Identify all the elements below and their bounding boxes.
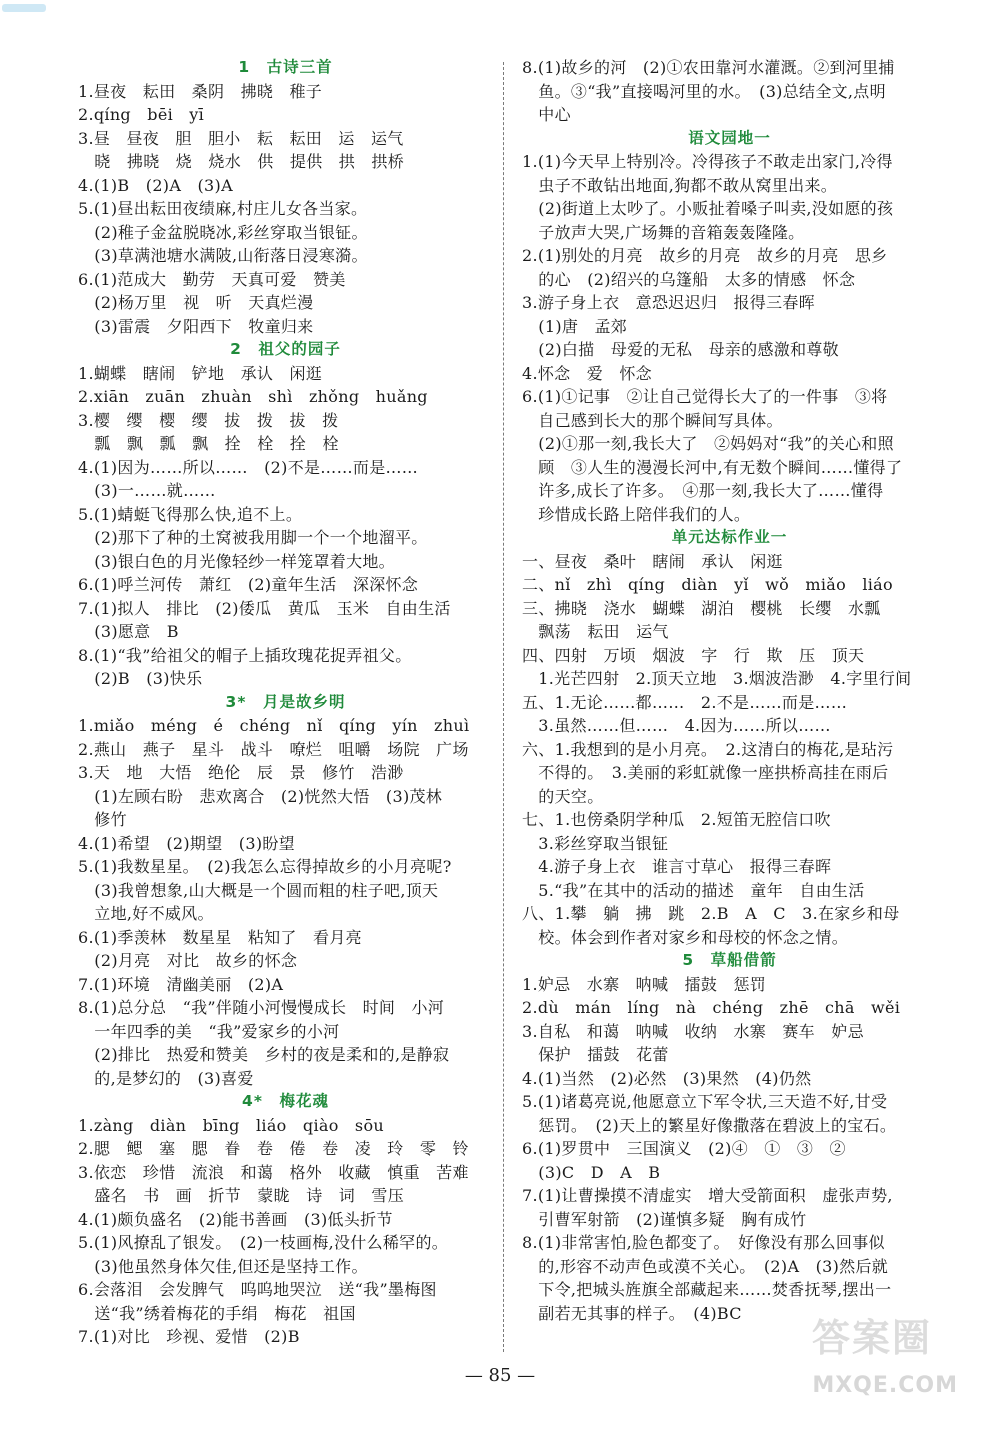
section-heading: 2 祖父的园子 — [230, 340, 341, 358]
watermark-logo — [773, 1316, 978, 1418]
answer-line: 副若无其事的样子。 (4)BC — [522, 1303, 742, 1323]
answer-line: (2)稚子金盆脱晓冰,彩丝穿取当银钲。 — [78, 222, 368, 242]
answer-line: 8.(1)“我”给祖父的帽子上插玫瑰花捉弄祖父。 — [78, 645, 412, 665]
answer-line: 2.qíng bēi yī — [78, 105, 205, 124]
answer-line: 4.(1)因为……所以…… (2)不是……而是…… — [78, 457, 419, 477]
answer-line: 1.妒忌 水寨 呐喊 擂鼓 惩罚 — [522, 974, 767, 994]
answer-line: 一、昼夜 桑叶 瞎闹 承认 闲逛 — [522, 551, 783, 571]
answer-line: 2.腮 鳃 塞 腮 眷 卷 倦 卷 凌 玲 零 铃 — [78, 1139, 469, 1158]
answer-line: 五、1.无论……都…… 2.不是……而是…… — [522, 692, 848, 712]
answer-line: 6.(1)罗贯中 三国演义 (2)④ ① ③ ② — [522, 1139, 846, 1158]
answer-line: 六、1.我想到的是小月亮。 2.这清白的梅花,是玷污 — [522, 739, 894, 759]
section-heading: 4* 梅花魂 — [242, 1092, 329, 1110]
answer-line: 中心 — [522, 105, 571, 124]
corner-logo-icon — [0, 0, 50, 16]
answer-line: 瓢 飘 瓢 飘 拴 栓 拴 栓 — [78, 434, 339, 453]
answer-line: 8.(1)总分总 “我”伴随小河慢慢成长 时间 小河 — [78, 998, 445, 1017]
answer-line: 3.自私 和蔼 呐喊 收纳 水寨 赛车 妒忌 — [522, 1021, 864, 1041]
answer-line: 5.(1)蜻蜓飞得那么快,追不上。 — [78, 504, 303, 524]
answer-line: 1.miǎo méng é chéng nǐ qíng yín zhuì — [78, 716, 470, 735]
answer-line: 送“我”绣着梅花的手绢 梅花 祖国 — [78, 1303, 356, 1323]
answer-line: 4.(1)B (2)A (3)A — [78, 175, 233, 195]
answer-line: 2.xiān zuān zhuàn shì zhǒng huǎng — [78, 387, 428, 406]
answer-line: 2.dù mán líng nà chéng zhē chā wěi — [522, 998, 901, 1017]
answer-line: 自己感到长大的那个瞬间写具体。 — [522, 410, 783, 430]
answer-line: 下令,把城头旌旗全部藏起来……焚香抚琴,摆出一 — [522, 1280, 892, 1299]
answer-line: 1.蝴蝶 瞎闹 铲地 承认 闲逛 — [78, 363, 323, 383]
answer-line: 珍惜成长路上陪伴我们的人。 — [522, 504, 751, 524]
answer-line: 5.(1)昼出耘田夜绩麻,村庄儿女各当家。 — [78, 199, 368, 218]
answer-line: 7.(1)环境 清幽美丽 (2)A — [78, 974, 284, 994]
answer-line: 八、1.攀 躺 拂 跳 2.B A C 3.在家乡和母 — [522, 904, 900, 923]
answer-line: (3)C D A B — [522, 1162, 661, 1182]
answer-line: 保护 擂鼓 花蕾 — [522, 1045, 669, 1064]
answer-line: (2)街道上太吵了。小贩扯着嗓子叫卖,没如愿的孩 — [522, 199, 894, 218]
answer-line: (3)一……就…… — [78, 481, 216, 500]
answer-line: 三、拂晓 浇水 蝴蝶 湖泊 樱桃 长缨 水瓢 — [522, 598, 881, 618]
answer-line: 3.昼 昼夜 胆 胆小 耘 耘田 运 运气 — [78, 128, 404, 148]
answer-line: 6.(1)①记事 ②让自己觉得长大了的一件事 ③将 — [522, 387, 888, 406]
column-divider — [503, 62, 504, 1352]
answer-line: (2)①那一刻,我长大了 ②妈妈对“我”的关心和照 — [522, 434, 894, 453]
answer-line: 2.(1)别处的月亮 故乡的月亮 故乡的月亮 思乡 — [522, 246, 888, 265]
section-heading: 单元达标作业一 — [671, 528, 788, 546]
answer-line: 6.会落泪 会发脾气 呜呜地哭泣 送“我”墨梅图 — [78, 1280, 437, 1299]
answer-line: 4.游子身上衣 谁言寸草心 报得三春晖 — [522, 857, 832, 876]
answer-line: 盛名 书 画 折节 蒙眬 诗 词 雪压 — [78, 1186, 405, 1205]
section-heading: 5 草船借箭 — [682, 951, 777, 969]
answer-line: 3.樱 缨 樱 缨 拔 拨 拔 拨 — [78, 410, 339, 430]
answer-line: (2)白描 母爱的无私 母亲的感激和尊敬 — [522, 340, 839, 359]
section-heading: 语文园地一 — [688, 128, 771, 147]
answer-line: 6.(1)呼兰河传 萧红 (2)童年生活 深深怀念 — [78, 575, 419, 594]
answer-line: (3)雷震 夕阳西下 牧童归来 — [78, 316, 314, 336]
answer-line: 鱼。③“我”直接喝河里的水。 (3)总结全文,点明 — [522, 81, 886, 101]
answer-line: 1.(1)今天早上特别冷。冷得孩子不敢走出家门,冷得 — [522, 152, 893, 171]
answer-line: 一年四季的美 “我”爱家乡的小河 — [78, 1021, 340, 1041]
answer-line: 校。体会到作者对家乡和母校的怀念之情。 — [522, 927, 849, 947]
answer-line: 二、nǐ zhì qíng diàn yǐ wǒ miǎo liáo — [522, 575, 893, 594]
answer-line: 七、1.也傍桑阴学种瓜 2.短笛无腔信口吹 — [522, 810, 831, 829]
watermark-main: 答案圈 — [811, 1316, 932, 1360]
answer-line: 虫子不敢钻出地面,狗都不敢从窝里出来。 — [522, 175, 838, 195]
answer-line: 立地,好不威风。 — [78, 904, 214, 923]
answer-line: (2)B (3)快乐 — [78, 669, 203, 688]
left-column — [78, 56, 493, 1349]
answer-line: (1)左顾右盼 悲欢离合 (2)恍然大悟 (3)茂林 — [78, 786, 443, 806]
answer-line: 4.(1)希望 (2)期望 (3)盼望 — [78, 833, 295, 853]
answer-line: 惩罚。 (2)天上的繁星好像撒落在碧波上的宝石。 — [522, 1115, 897, 1135]
answer-line: 4.(1)当然 (2)必然 (3)果然 (4)仍然 — [522, 1068, 812, 1088]
answer-line: 5.“我”在其中的活动的描述 童年 自由生活 — [522, 880, 865, 900]
answer-line: 1.光芒四射 2.顶天立地 3.烟波浩渺 4.字里行间 — [522, 669, 912, 688]
answer-line: 飘荡 耘田 运气 — [522, 622, 669, 641]
answer-line: 5.(1)诸葛亮说,他愿意立下军令状,三天造不好,甘受 — [522, 1092, 888, 1111]
answer-line: 4.怀念 爱 怀念 — [522, 363, 652, 383]
answer-line: 的天空。 — [522, 786, 604, 806]
answer-line: 的心 (2)绍兴的乌篷船 太多的情感 怀念 — [522, 269, 856, 289]
answer-line: 3.依恋 珍惜 流浪 和蔼 格外 收藏 慎重 苦难 — [78, 1162, 469, 1182]
watermark-url: MXQE.COM — [812, 1373, 958, 1398]
answer-line: 7.(1)对比 珍视、爱惜 (2)B — [78, 1327, 300, 1346]
answer-line: 1.zàng diàn bīng liáo qiào sōu — [78, 1115, 384, 1135]
answer-line: 3.彩丝穿取当银钲 — [522, 833, 669, 853]
answer-line: 7.(1)拟人 排比 (2)倭瓜 黄瓜 玉米 自由生活 — [78, 598, 451, 618]
section-heading: 3* 月是故乡明 — [225, 692, 346, 711]
answer-line: 许多,成长了许多。 ④那一刻,我长大了……懂得 — [522, 481, 884, 500]
answer-line: (3)我曾想象,山大概是一个圆而粗的柱子吧,顶天 — [78, 880, 439, 900]
answer-line: 6.(1)范成大 勤劳 天真可爱 赞美 — [78, 269, 346, 289]
answer-line: 四、四射 万顷 烟波 字 行 欺 压 顶天 — [522, 645, 865, 665]
section-heading: 1 古诗三首 — [238, 58, 333, 76]
answer-line: 晓 拂晓 烧 烧水 供 提供 拱 拱桥 — [78, 152, 405, 171]
answer-line: 引曹军射箭 (2)谨慎多疑 胸有成竹 — [522, 1209, 807, 1229]
answer-line: 3.游子身上衣 意恐迟迟归 报得三春晖 — [522, 293, 815, 312]
answer-line: 3.虽然……但…… 4.因为……所以…… — [522, 716, 831, 735]
answer-line: (1)唐 孟郊 — [522, 316, 628, 336]
answer-line: 8.(1)故乡的河 (2)①农田靠河水灌溉。②到河里捕 — [522, 58, 895, 77]
answer-line: (2)月亮 对比 故乡的怀念 — [78, 951, 298, 970]
answer-line: (2)排比 热爱和赞美 乡村的夜是柔和的,是静寂 — [78, 1045, 450, 1064]
answer-line: 的,形容不动声色或漠不关心。 (2)A (3)然后就 — [522, 1256, 889, 1276]
page-number: — 85 — — [464, 1365, 536, 1386]
answer-line: (3)他虽然身体欠佳,但还是坚持工作。 — [78, 1256, 368, 1276]
answer-line: (3)银白色的月光像轻纱一样笼罩着大地。 — [78, 551, 395, 571]
answer-line: 5.(1)风撩乱了银发。 (2)一枝画梅,没什么稀罕的。 — [78, 1233, 449, 1252]
answer-line: 1.昼夜 耘田 桑阴 拂晓 稚子 — [78, 81, 323, 101]
answer-line: 不得的。 3.美丽的彩虹就像一座拱桥高挂在雨后 — [522, 763, 889, 782]
answer-line: 3.天 地 大悟 绝伦 辰 景 修竹 浩渺 — [78, 763, 404, 782]
answer-line: 的,是梦幻的 (3)喜爱 — [78, 1068, 254, 1088]
answer-line: 6.(1)季羡林 数星星 粘知了 看月亮 — [78, 927, 362, 947]
answer-line: 4.(1)颇负盛名 (2)能书善画 (3)低头折节 — [78, 1209, 393, 1229]
answer-line: (2)杨万里 视 听 天真烂漫 — [78, 293, 314, 312]
answer-line: 7.(1)让曹操摸不清虚实 增大受箭面积 虚张声势, — [522, 1186, 893, 1205]
answer-line: (3)愿意 B — [78, 622, 179, 641]
answer-line: 子放声大哭,广场舞的音箱轰轰隆隆。 — [522, 222, 805, 242]
answer-line: 2.燕山 燕子 星斗 战斗 嘹烂 咀嚼 场院 广场 — [78, 739, 469, 759]
answer-line: 顾 ③人生的漫漫长河中,有无数个瞬间……懂得了 — [522, 457, 903, 477]
answer-line: (3)草满池塘水满陂,山衔落日浸寒漪。 — [78, 246, 368, 265]
answer-line: 8.(1)非常害怕,脸色都变了。 好像没有那么回事似 — [522, 1233, 885, 1252]
answer-line: 修竹 — [78, 810, 127, 829]
answer-line: 5.(1)我数星星。 (2)我怎么忘得掉故乡的小月亮呢? — [78, 857, 452, 876]
answer-line: (2)那下了种的土窝被我用脚一个一个地溜平。 — [78, 528, 428, 547]
right-column — [522, 56, 937, 1325]
